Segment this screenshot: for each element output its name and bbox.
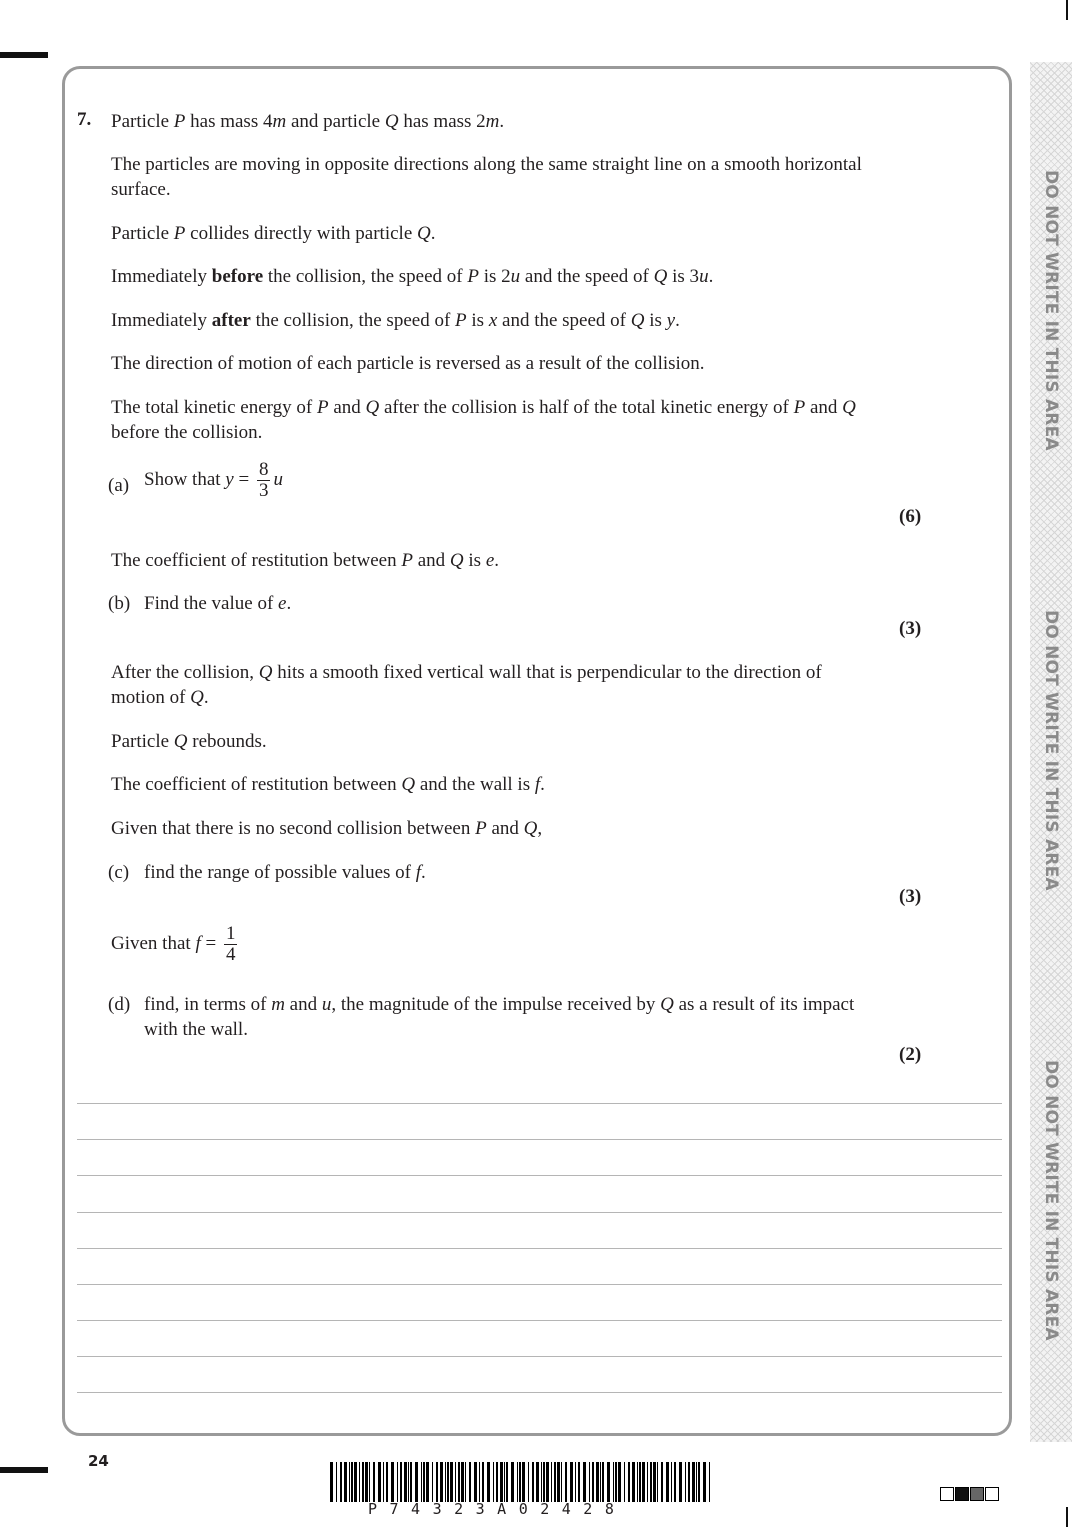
text-run: after the collision is half of the total kinetic energy of xyxy=(379,397,794,418)
text-run: Q xyxy=(449,550,464,571)
barcode-bar xyxy=(589,1462,590,1502)
text-run: and xyxy=(412,550,450,571)
barcode-bar xyxy=(496,1462,498,1502)
text-run: After the collision, xyxy=(111,662,259,683)
text-run: . xyxy=(421,862,426,883)
barcode-bar xyxy=(637,1462,638,1502)
barcode-bar xyxy=(536,1462,539,1502)
barcode-bar xyxy=(440,1462,443,1502)
barcode-bar xyxy=(557,1462,560,1502)
barcode-bar xyxy=(698,1462,700,1502)
barcode-bar xyxy=(397,1462,398,1502)
text-run: . xyxy=(675,310,680,331)
part-a-label: (a) xyxy=(108,475,130,496)
text-run: The particles are moving in opposite directions along the same straight line on a smooth horizontal surface. xyxy=(111,154,867,200)
barcode-bar xyxy=(487,1462,490,1502)
text-run: find, in terms of xyxy=(144,994,272,1015)
text-run: Q xyxy=(842,397,856,418)
text-run: before the collision. xyxy=(111,397,861,443)
barcode-bar xyxy=(543,1462,545,1502)
barcode-bar xyxy=(450,1462,453,1502)
text-run: f xyxy=(534,774,541,795)
barcode-bar xyxy=(365,1462,368,1502)
question-text xyxy=(111,660,851,710)
barcode-bar xyxy=(349,1462,350,1502)
barcode-bar xyxy=(578,1462,580,1502)
part-a-text xyxy=(144,460,904,501)
barcode-bar xyxy=(642,1462,645,1502)
barcode-bar xyxy=(709,1462,710,1502)
text-run: is xyxy=(466,310,489,331)
text-run: P xyxy=(455,310,467,331)
barcode-bar xyxy=(404,1462,407,1502)
barcode-bar xyxy=(351,1462,353,1502)
question-text xyxy=(111,772,901,797)
question-text xyxy=(111,548,901,573)
text-run: Particle xyxy=(111,731,174,752)
barcode-bar xyxy=(592,1462,594,1502)
answer-line[interactable] xyxy=(77,1175,1002,1176)
text-run: The total kinetic energy of xyxy=(111,397,317,418)
text-run: collides directly with particle xyxy=(185,223,418,244)
text-run: The coefficient of restitution between xyxy=(111,774,402,795)
text-run: Q xyxy=(660,994,674,1015)
question-text xyxy=(111,816,901,841)
barcode-bar xyxy=(330,1462,333,1502)
barcode-bar xyxy=(423,1462,425,1502)
question-text xyxy=(111,264,901,289)
text: Given that xyxy=(111,932,196,954)
text-run: P xyxy=(793,397,806,418)
barcode-bar xyxy=(336,1462,337,1502)
barcode-bar xyxy=(426,1462,429,1502)
answer-line[interactable] xyxy=(77,1392,1002,1393)
text-run: Q xyxy=(401,774,416,795)
barcode-bar xyxy=(546,1462,549,1502)
barcode-bar xyxy=(532,1462,534,1502)
fraction xyxy=(224,924,238,965)
barcode-bar xyxy=(674,1462,676,1502)
text-run: and particle xyxy=(286,111,385,132)
barcode-bar xyxy=(408,1462,409,1502)
barcode-bar xyxy=(607,1462,610,1502)
barcode-bar xyxy=(650,1462,652,1502)
barcode-bar xyxy=(455,1462,456,1502)
barcode-bar xyxy=(602,1462,604,1502)
barcode-bar xyxy=(482,1462,484,1502)
barcode-bar xyxy=(551,1462,552,1502)
barcode-bar xyxy=(671,1462,672,1502)
page-marker-square xyxy=(955,1487,969,1501)
barcode-bar xyxy=(500,1462,503,1502)
barcode-bar xyxy=(703,1462,706,1502)
barcode-bar xyxy=(461,1462,464,1502)
crop-mark xyxy=(0,1467,48,1473)
text-run: Particle xyxy=(111,111,174,132)
barcode-bar xyxy=(639,1462,641,1502)
do-not-write-text: DO NOT WRITE IN THIS AREA xyxy=(1041,609,1061,891)
equals: = xyxy=(200,932,221,954)
variable: u xyxy=(273,468,283,490)
text-run: and the speed of xyxy=(497,310,631,331)
question-number: 7. xyxy=(77,109,92,130)
do-not-write-label xyxy=(1030,605,1072,895)
barcode-bar xyxy=(696,1462,697,1502)
text-run: the collision, the speed of xyxy=(263,266,468,287)
barcode-bar xyxy=(653,1462,656,1502)
barcode-bar xyxy=(692,1462,695,1502)
text-run: has mass 4 xyxy=(185,111,273,132)
text-run: Find the value of xyxy=(144,593,279,614)
answer-line[interactable] xyxy=(77,1356,1002,1357)
barcode-bar xyxy=(679,1462,682,1502)
part-d-text xyxy=(144,992,889,1042)
text-run: has mass 2 xyxy=(398,111,486,132)
text-run: and xyxy=(284,994,322,1015)
variable: y xyxy=(225,468,234,490)
barcode-bar xyxy=(340,1462,342,1502)
text-run: , xyxy=(537,818,543,839)
answer-line[interactable] xyxy=(77,1248,1002,1249)
given-f xyxy=(111,924,901,965)
barcode-bar xyxy=(628,1462,630,1502)
question-text xyxy=(111,729,901,754)
do-not-write-text: DO NOT WRITE IN THIS AREA xyxy=(1041,169,1061,451)
question-text xyxy=(111,308,901,333)
text-run: is xyxy=(644,310,667,331)
text-run: . xyxy=(203,687,209,708)
text-run: and the speed of xyxy=(520,266,654,287)
barcode-bar xyxy=(436,1462,438,1502)
text-run: m xyxy=(271,994,285,1015)
text-run: is 3 xyxy=(667,266,700,287)
barcode-bar xyxy=(613,1462,614,1502)
text-run: is xyxy=(463,550,486,571)
text-run: Immediately xyxy=(111,310,212,331)
barcode-bar xyxy=(517,1462,518,1502)
part-c-label: (c) xyxy=(108,862,130,883)
crop-mark xyxy=(1066,1507,1068,1527)
barcode-bar xyxy=(410,1462,412,1502)
text-run: P xyxy=(467,266,479,287)
page-marker-square xyxy=(970,1487,984,1501)
text-run: e xyxy=(485,550,495,571)
fraction xyxy=(257,460,271,501)
text-run: Q xyxy=(523,818,538,839)
text-run: P xyxy=(173,111,186,132)
barcode-bar xyxy=(354,1462,357,1502)
text-run: P xyxy=(316,397,329,418)
barcode-bar xyxy=(522,1462,525,1502)
text-run: The coefficient of restitution between xyxy=(111,550,402,571)
barcode-bar xyxy=(519,1462,521,1502)
text-run: Q xyxy=(365,397,380,418)
text-run: , the magnitude of the impulse received by xyxy=(331,994,661,1015)
barcode-bar xyxy=(624,1462,625,1502)
barcode-bar xyxy=(474,1462,477,1502)
denominator: 4 xyxy=(225,944,236,965)
barcode-bar xyxy=(666,1462,669,1502)
part-c-text xyxy=(144,860,904,885)
barcode-bar xyxy=(632,1462,635,1502)
answer-line[interactable] xyxy=(77,1139,1002,1140)
barcode-bar xyxy=(344,1462,347,1502)
text-run: P xyxy=(401,550,413,571)
text-run: Particle xyxy=(111,223,174,244)
text-run: rebounds. xyxy=(187,731,267,752)
text-run: after xyxy=(211,310,251,331)
question-text xyxy=(111,109,901,134)
text-run: The direction of motion of each particle is reversed as a result of the collision. xyxy=(111,353,705,374)
text-run: m xyxy=(485,111,500,132)
barcode-bar xyxy=(565,1462,567,1502)
text-run: and xyxy=(805,397,843,418)
equals: = xyxy=(233,468,254,490)
barcode-bar xyxy=(378,1462,381,1502)
barcode-bar xyxy=(688,1462,690,1502)
marks-b: (3) xyxy=(899,618,922,639)
answer-line[interactable] xyxy=(77,1284,1002,1285)
do-not-write-label xyxy=(1030,165,1072,455)
barcode-bar xyxy=(362,1462,364,1502)
text-run: . xyxy=(499,111,505,132)
barcode-bar xyxy=(445,1462,446,1502)
text-run: . xyxy=(286,593,292,614)
barcode-bar xyxy=(506,1462,508,1502)
text-run: f xyxy=(415,862,422,883)
barcode-bar xyxy=(528,1462,529,1502)
text-run: y xyxy=(666,310,676,331)
text-run: Q xyxy=(417,223,431,244)
marks-a: (6) xyxy=(899,506,922,527)
part-b-label: (b) xyxy=(108,593,131,614)
barcode-bar xyxy=(458,1462,460,1502)
do-not-write-text: DO NOT WRITE IN THIS AREA xyxy=(1041,1059,1061,1341)
text-run: Q xyxy=(173,731,188,752)
barcode-text: P74323A02428 xyxy=(368,1500,627,1518)
answer-line[interactable] xyxy=(77,1103,1002,1104)
barcode xyxy=(330,1462,750,1502)
barcode-bar xyxy=(511,1462,514,1502)
text-run: the collision, the speed of xyxy=(250,310,456,331)
barcode-bar xyxy=(373,1462,375,1502)
text-run: . xyxy=(494,550,499,571)
barcode-bar xyxy=(600,1462,601,1502)
text-run: e xyxy=(278,593,287,614)
numerator: 8 xyxy=(258,459,269,480)
barcode-bar xyxy=(386,1462,388,1502)
text-run: Q xyxy=(653,266,668,287)
text-run: . xyxy=(708,266,714,287)
question-text xyxy=(111,221,901,246)
answer-line[interactable] xyxy=(77,1212,1002,1213)
numerator: 1 xyxy=(225,923,236,944)
barcode-bar xyxy=(432,1462,433,1502)
marks-c: (3) xyxy=(899,886,922,907)
barcode-bar xyxy=(647,1462,648,1502)
barcode-bar xyxy=(575,1462,576,1502)
barcode-bar xyxy=(583,1462,586,1502)
part-d-label: (d) xyxy=(108,994,131,1015)
page-number: 24 xyxy=(88,1452,109,1470)
text-run: u xyxy=(321,994,332,1015)
text-run: . xyxy=(430,223,436,244)
barcode-bar xyxy=(685,1462,686,1502)
barcode-bar xyxy=(447,1462,449,1502)
text-run: P xyxy=(475,818,487,839)
denominator: 3 xyxy=(258,480,269,501)
barcode-bar xyxy=(493,1462,494,1502)
barcode-bar xyxy=(400,1462,402,1502)
barcode-bar xyxy=(421,1462,422,1502)
barcode-bar xyxy=(469,1462,471,1502)
do-not-write-label xyxy=(1030,1055,1072,1345)
barcode-bar xyxy=(369,1462,370,1502)
question-text xyxy=(111,152,901,202)
barcode-bar xyxy=(465,1462,466,1502)
text-run: u xyxy=(510,266,521,287)
text-run: x xyxy=(488,310,498,331)
text-run: as a result of its impact with the wall. xyxy=(144,994,855,1040)
text-run: Immediately xyxy=(111,266,212,287)
barcode-bar xyxy=(570,1462,573,1502)
barcode-bar xyxy=(657,1462,658,1502)
barcode-bar xyxy=(596,1462,599,1502)
barcode-bar xyxy=(504,1462,505,1502)
text-run: . xyxy=(540,774,545,795)
text: Show that xyxy=(144,468,226,490)
text-run: Q xyxy=(258,662,273,683)
barcode-bar xyxy=(554,1462,556,1502)
barcode-bar xyxy=(615,1462,617,1502)
barcode-bar xyxy=(479,1462,480,1502)
barcode-bar xyxy=(391,1462,394,1502)
text-run: before xyxy=(211,266,264,287)
barcode-bar xyxy=(661,1462,663,1502)
barcode-bar xyxy=(415,1462,418,1502)
crop-mark xyxy=(0,52,48,58)
marks-d: (2) xyxy=(899,1044,922,1065)
answer-line[interactable] xyxy=(77,1320,1002,1321)
text-run: is 2 xyxy=(478,266,511,287)
question-text xyxy=(111,395,886,445)
text-run: and xyxy=(328,397,366,418)
text-run: and the wall is xyxy=(415,774,535,795)
text-run: find the range of possible values of xyxy=(144,862,416,883)
barcode-bar xyxy=(561,1462,562,1502)
text-run: m xyxy=(272,111,287,132)
page-marker-square xyxy=(985,1487,999,1501)
barcode-bar xyxy=(359,1462,360,1502)
barcode-bar xyxy=(541,1462,542,1502)
text-run: and xyxy=(486,818,524,839)
text-run: Q xyxy=(190,687,204,708)
text-run: Q xyxy=(630,310,645,331)
page-marker-square xyxy=(940,1487,954,1501)
barcode-bar xyxy=(383,1462,384,1502)
question-text xyxy=(111,351,901,376)
text-run: u xyxy=(699,266,709,287)
variable: f xyxy=(195,932,201,954)
text-run: hits a smooth fixed vertical wall that is perpendicular to the direction of motion of xyxy=(111,662,827,708)
text-run: Given that there is no second collision between xyxy=(111,818,476,839)
crop-mark xyxy=(1066,0,1068,20)
text-run: Q xyxy=(384,111,399,132)
barcode-bar xyxy=(618,1462,621,1502)
part-b-text xyxy=(144,591,904,616)
text-run: P xyxy=(173,223,186,244)
